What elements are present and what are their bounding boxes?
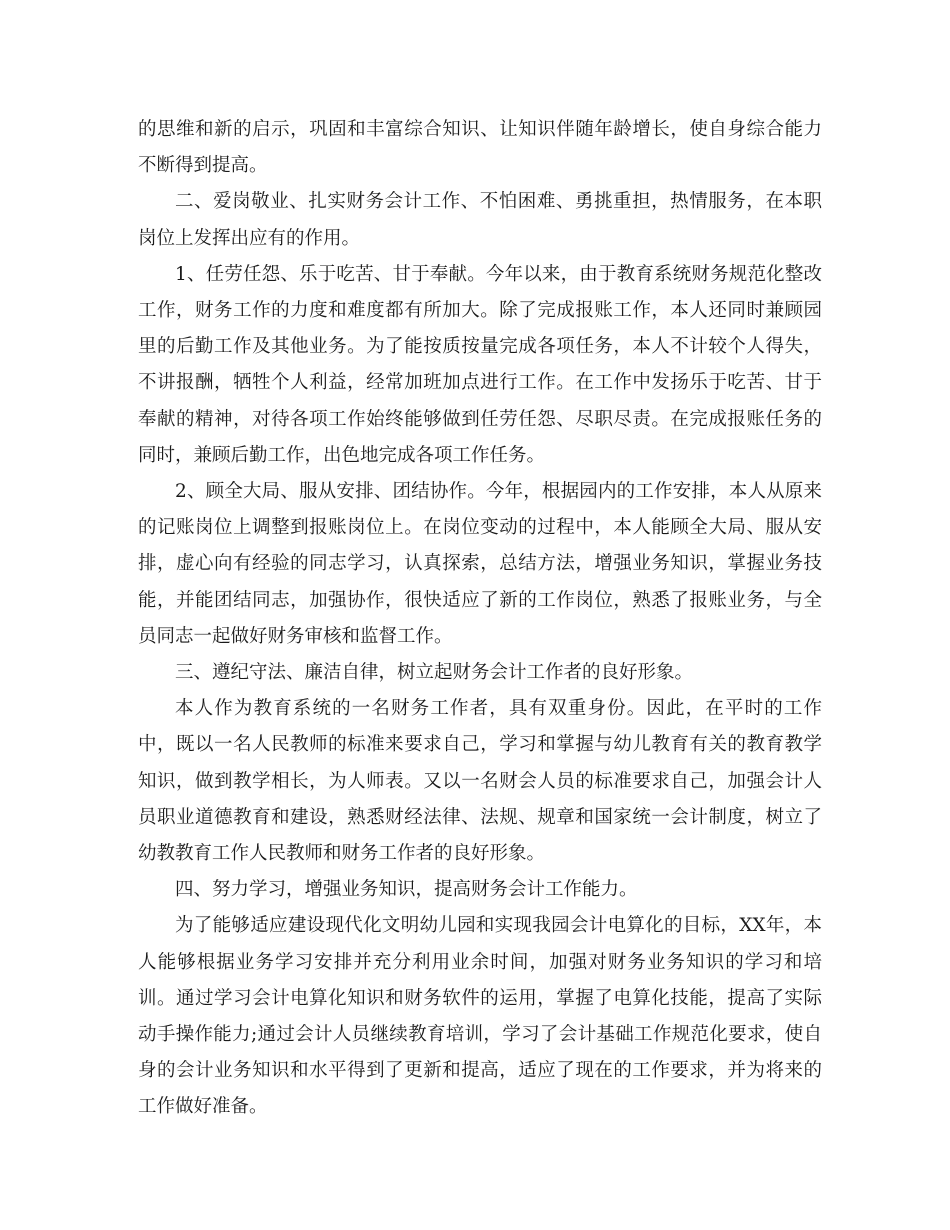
paragraph-section-three-heading: 三、遵纪守法、廉洁自律，树立起财务会计工作者的良好形象。 [175,662,694,684]
paragraph-item-two: 2、顾全大局、服从安排、团结协作。今年，根据园内的工作安排，本人从原来的记账岗位上调整到报账岗位上。在岗位变动的过程中，本人能顾全大局、服从安排，虚心向有经验的同志学习，认真探索，总结方法，增强业务知识，掌握业务技能，并能团结同志，加强协作，很快适应了新的工作岗位，熟悉了报账业务，与全员同志一起做好财务审核和监督工作。 [138,481,822,647]
paragraph-section-three-body: 本人作为教育系统的一名财务工作者，具有双重身份。因此，在平时的工作中，既以一名人民教师的标准来要求自己，学习和掌握与幼儿教育有关的教育教学知识，做到教学相长，为人师表。又以一名财会人员的标准要求自己，加强会计人员职业道德教育和建设，熟悉财经法律、法规、规章和国家统一会计制度，树立了幼教教育工作人民教师和财务工作者的良好形象。 [138,698,822,865]
paragraph-continuation: 的思维和新的启示，巩固和丰富综合知识、让知识伴随年龄增长，使自身综合能力不断得到提高。 [138,119,822,177]
paragraph-section-two-heading: 二、爱岗敬业、扎实财务会计工作、不怕困难、勇挑重担，热情服务，在本职岗位上发挥出应有的作用。 [138,191,822,249]
document-body [138,112,822,1126]
paragraph-section-four-body: 为了能够适应建设现代化文明幼儿园和实现我园会计电算化的目标，XX年，本人能够根据业务学习安排并充分利用业余时间，加强对财务业务知识的学习和培训。通过学习会计电算化知识和财务软件的运用，掌握了电算化技能，提高了实际动手操作能力;通过会计人员继续教育培训，学习了会计基础工作规范化要求，使自身的会计业务知识和水平得到了更新和提高，适应了现在的工作要求，并为将来的工作做好准备。 [138,915,822,1118]
paragraph-item-one: 1、任劳任怨、乐于吃苦、甘于奉献。今年以来，由于教育系统财务规范化整改工作，财务工作的力度和难度都有所加大。除了完成报账工作，本人还同时兼顾园里的后勤工作及其他业务。为了能按质按量完成各项任务，本人不计较个人得失，不讲报酬，牺牲个人利益，经常加班加点进行工作。在工作中发扬乐于吃苦、甘于奉献的精神，对待各项工作始终能够做到任劳任怨、尽职尽责。在完成报账任务的同时，兼顾后勤工作，出色地完成各项工作任务。 [138,263,822,466]
paragraph-section-four-heading: 四、努力学习，增强业务知识，提高财务会计工作能力。 [175,879,638,901]
